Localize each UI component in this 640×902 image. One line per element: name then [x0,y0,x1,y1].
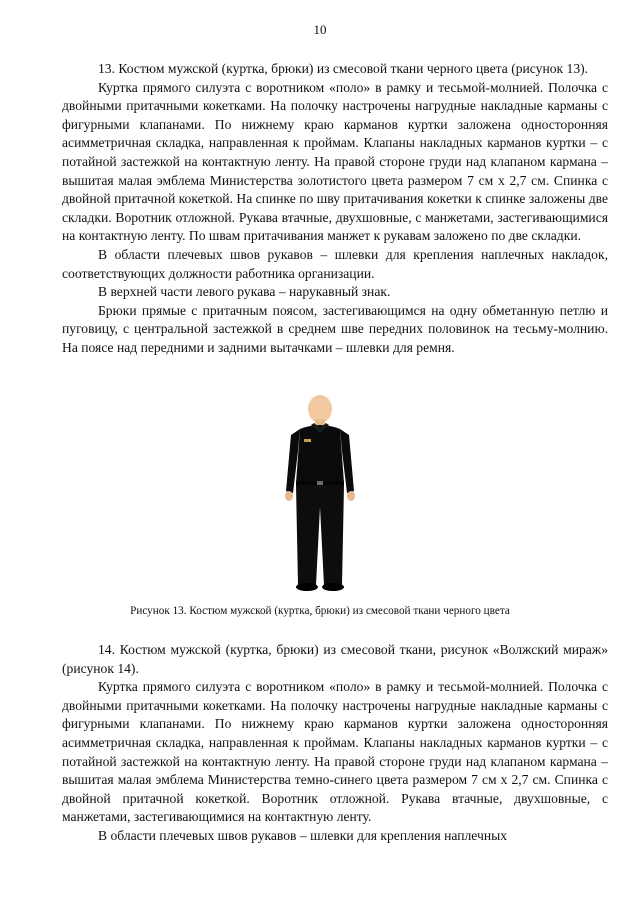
emblem [304,439,311,442]
trousers [296,485,344,585]
section-13-shoulder-paragraph: В области плечевых швов рукавов – шлевки для крепления наплечных накладок, соответствующих должности работника организации. [62,246,608,281]
section-14 [62,641,608,846]
page-number: 10 [313,22,327,37]
section-13-sleeve-paragraph: В верхней части левого рукава – нарукавный знак. [98,284,391,300]
section-14-jacket-paragraph: Куртка прямого силуэта с воротником «поло» в рамку и тесьмой-молнией. Полочка с двойными притачными кокетками. На полочку настрочены нагрудные накладные карманы с фигурными клапанами. По нижнему краю карманов куртки заложена односторонняя асимметричная складка, направленная к проймам. Клапаны накладных карманов куртки – с потайной застежкой на контактную ленту. На правой стороне груди над клапаном кармана – вышитая малая эмблема Министерства темно-синего цвета размером 7 см х 2,7 см. Спинка с двойной притачной кокеткой. Воротник отложной. Рукава втачные, двухшовные, с манжетами, застегивающимися на контактную ленту. [62,679,608,825]
figure-13 [0,395,640,600]
suit-photo [278,395,362,595]
section-13-trousers-paragraph: Брюки прямые с притачным поясом, застегивающимся на одну обметанную петлю и пуговицу, с центральной застежкой в среднем шве передних половинок на тесьму-молнию. На поясе над передними и задними вытачками – шлевки для ремня. [62,302,608,355]
section-14-shoulder-paragraph: В области плечевых швов рукавов – шлевки для крепления наплечных [98,827,508,843]
section-13-jacket-paragraph: Куртка прямого силуэта с воротником «поло» в рамку и тесьмой-молнией. Полочка с двойными притачными кокетками. На полочку настрочены нагрудные накладные карманы с фигурными клапанами. По нижнему краю карманов куртки заложена односторонняя асимметричная складка, направленная к проймам. Клапаны накладных карманов куртки – с потайной застежкой на контактную ленту. На правой стороне груди над клапаном кармана – вышитая малая эмблема Министерства золотистого цвета размером 7 см х 2,7 см. Спинка с двойной притачной кокеткой. На спинке по шву притачивания кокетки к спинке заложены две складки. Воротник отложной. Рукава втачные, двухшовные, с манжетами, застегивающимися на контактную ленту. По швам притачивания манжет к рукавам заложено по две складки. [62,79,608,244]
section-13 [62,60,608,358]
jacket [296,425,344,485]
figure-13-caption: Рисунок 13. Костюм мужской (куртка, брюки) из смесовой ткани черного цвета [130,605,510,617]
section-13-heading: 13. Костюм мужской (куртка, брюки) из смесовой ткани черного цвета (рисунок 13). [98,61,589,76]
face [308,395,332,423]
section-14-heading: 14. Костюм мужской (куртка, брюки) из смесовой ткани, рисунок «Волжский мираж» (рисунок 14). [62,642,608,676]
